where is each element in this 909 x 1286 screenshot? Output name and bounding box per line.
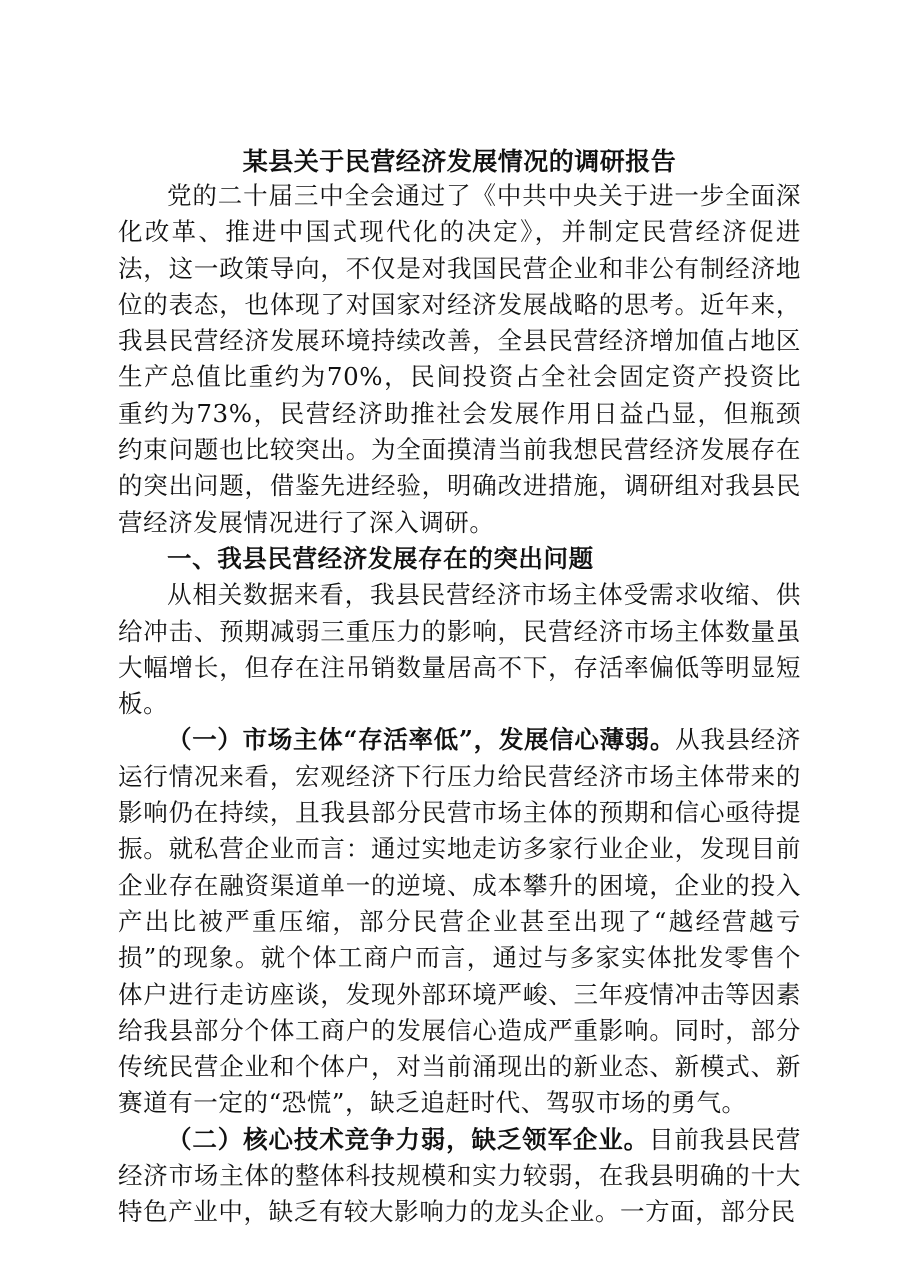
- point-one-body: 从我县经济运行情况来看，宏观经济下行压力给民营经济市场主体带来的影响仍在持续，且我县部分民营市场主体的预期和信心亟待提振。就私营企业而言：通过实地走访多家行业企业，发现目前企业存在融资渠道单一的逆境、成本攀升的困境，企业的投入产出比被严重压缩，部分民营企业甚至出现了“越经营越亏损”的现象。就个体工商户而言，通过与多家实体批发零售个体户进行走访座谈，发现外部环境严峻、三年疫情冲击等因素给我县部分个体工商户的发展信心造成严重影响。同时，部分传统民营企业和个体户，对当前涌现出的新业态、新模式、新赛道有一定的“恐慌”，缺乏追赶时代、驾驭市场的勇气。: [118, 725, 801, 1118]
- section-heading: 一、我县民营经济发展存在的突出问题: [167, 543, 594, 573]
- point-two-body: 目前我县民营经济市场主体的整体科技规模和实力较弱，在我县明确的十大特色产业中，缺乏有较大影响力的龙头企业。一方面，部分民: [118, 1124, 801, 1227]
- point-two-paragraph: [118, 1122, 801, 1231]
- intro-paragraph: 党的二十届三中全会通过了《中共中央关于进一步全面深化改革、推进中国式现代化的决定》，并制定民营经济促进法，这一政策导向，不仅是对我国民营企业和非公有制经济地位的表态，也体现了对国家对经济发展战略的思考。近年来，我县民营经济发展环境持续改善，全县民营经济增加值占地区生产总值比重约为70%，民间投资占全社会固定资产投资比重约为73%，民营经济助推社会发展作用日益凸显，但瓶颈约束问题也比较突出。为全面摸清当前我想民营经济发展存在的突出问题，借鉴先进经验，明确改进措施，调研组对我县民营经济发展情况进行了深入调研。: [118, 181, 801, 537]
- point-one-lead: （一）市场主体“存活率低”，发展信心薄弱。: [167, 725, 676, 755]
- point-two-lead: （二）核心技术竞争力弱，缺乏领军企业。: [167, 1124, 650, 1154]
- document-title: 某县关于民营经济发展情况的调研报告: [242, 147, 677, 176]
- section-summary-paragraph: 从相关数据来看，我县民营经济市场主体受需求收缩、供给冲击、预期减弱三重压力的影响，民营经济市场主体数量虽大幅增长，但存在注吊销数量居高不下，存活率偏低等明显短板。: [118, 580, 801, 719]
- point-one-paragraph: [118, 722, 801, 1121]
